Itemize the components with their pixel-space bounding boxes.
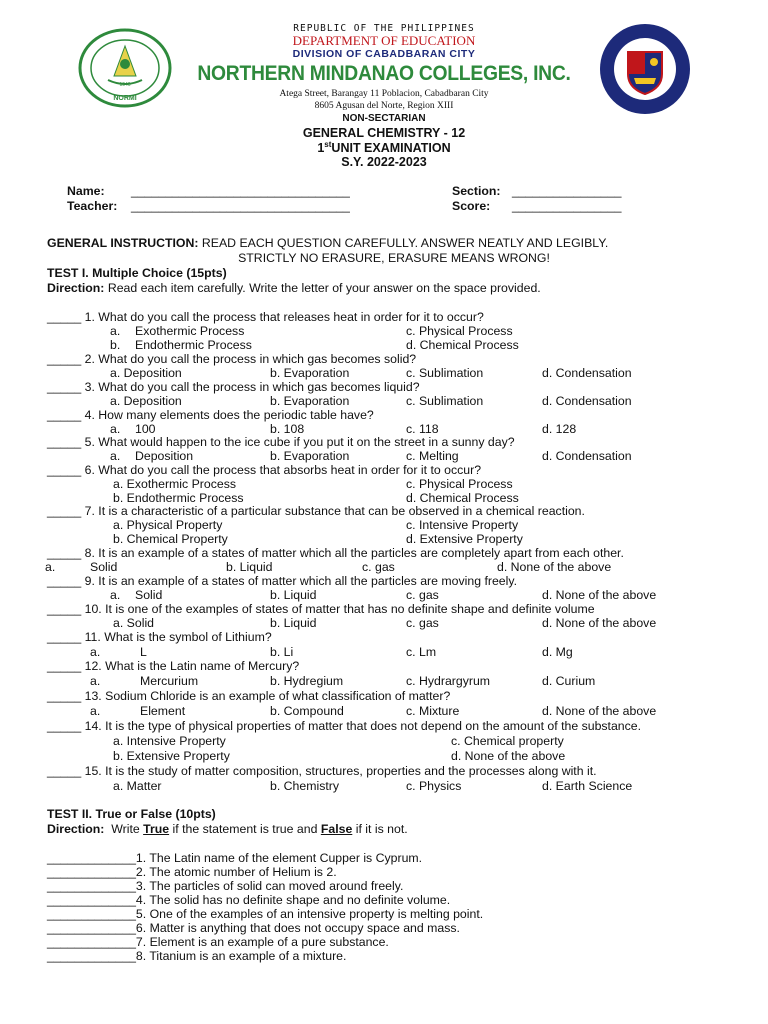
exam-title: 1stUNIT EXAMINATION [317,140,451,156]
school-name: NORTHERN MINDANAO COLLEGES, INC. [197,62,571,85]
q2-option-a: a. Deposition [110,366,182,380]
q5-option-a: Deposition [135,449,194,463]
test1-direction: Direction: Read each item carefully. Write the letter of your answer on the space provided. [47,281,541,295]
tf-item-8: _____________8. Titanium is an example of a mixture. [47,949,347,963]
q11-option-b: b. Li [270,645,294,659]
question-5: _____ 5. What would happen to the ice cube if you put it on the street in a sunny day? [47,435,515,449]
q4-option-c: c. 118 [406,422,439,436]
teacher-field[interactable]: ________________________________ [131,199,350,213]
q2-option-d: d. Condensation [542,366,632,380]
q1-option-a: Exothermic Process [135,324,245,338]
question-9: _____ 9. It is an example of a states of matter which all the particles are moving freely. [47,574,518,588]
section-label: Section: [452,184,501,198]
question-6: _____ 6. What do you call the process that absorbs heat in order for it to occur? [47,463,482,477]
republic-line: REPUBLIC OF THE PHILIPPINES [293,23,475,34]
question-8: _____ 8. It is an example of a states of matter which all the particles are completely apart from each other. [47,546,624,560]
q8-option-c: c. gas [362,560,395,574]
question-12: _____ 12. What is the Latin name of Mercury? [47,659,300,673]
tf-item-3: _____________3. The particles of solid can moved around freely. [47,879,404,893]
general-instruction: GENERAL INSTRUCTION: READ EACH QUESTION CAREFULLY. ANSWER NEATLY AND LEGIBLY. [47,236,609,250]
q10-option-b: b. Liquid [270,616,317,630]
question-4: _____ 4. How many elements does the periodic table have? [47,408,374,422]
tf-item-4: _____________4. The solid has no definite shape and no definite volume. [47,893,451,907]
subject-title: GENERAL CHEMISTRY - 12 [302,126,466,140]
q3-option-a: a. Deposition [110,394,182,408]
q13-option-d: d. None of the above [542,704,657,718]
question-2: _____ 2. What do you call the process in which gas becomes solid? [47,352,417,366]
question-7: _____ 7. It is a characteristic of a particular substance that can be observed in a chemical reaction. [47,504,585,518]
q5-option-a-letter: a. [110,449,121,463]
q10-option-a: a. Solid [113,616,155,630]
division-line: DIVISION OF CABADBARAN CITY [292,48,476,60]
q7-option-a: a. Physical Property [113,518,223,532]
score-label: Score: [452,199,491,213]
q11-option-d: d. Mg [542,645,573,659]
q15-option-b: b. Chemistry [270,779,340,793]
q13-option-b: b. Compound [270,704,344,718]
q12-option-d: d. Curium [542,674,596,688]
q13-option-a: Element [140,704,186,718]
q7-option-d: d. Extensive Property [406,532,523,546]
q8-option-d: d. None of the above [497,560,612,574]
q12-option-a-letter: a. [90,674,101,688]
q1-option-c: c. Physical Process [406,324,513,338]
q6-option-d: d. Chemical Process [406,491,519,505]
name-label: Name: [67,184,105,198]
question-14: _____ 14. It is the type of physical properties of matter that does not depend on the amount of the substance. [47,719,642,733]
q12-option-a: Mercurium [140,674,199,688]
test1-title: TEST I. Multiple Choice (15pts) [47,266,227,280]
q1-option-b: Endothermic Process [135,338,252,352]
q1-option-d: d. Chemical Process [406,338,519,352]
question-15: _____ 15. It is the study of matter composition, structures, properties and the processes along with it. [47,764,597,778]
q11-option-c: c. Lm [406,645,437,659]
q14-option-c: c. Chemical property [451,734,564,748]
q6-option-a: a. Exothermic Process [113,477,237,491]
q11-option-a: L [140,645,147,659]
q3-option-d: d. Condensation [542,394,632,408]
q3-option-c: c. Sublimation [406,394,484,408]
score-field[interactable]: ________________ [512,199,622,213]
name-field[interactable]: ________________________________ [131,184,350,198]
department-line: DEPARTMENT OF EDUCATION [292,33,476,48]
section-field[interactable]: ________________ [512,184,622,198]
q9-option-c: c. gas [406,588,439,602]
q5-option-c: c. Melting [406,449,459,463]
q8-option-a: Solid [90,560,118,574]
general-instruction-2: STRICTLY NO ERASURE, ERASURE MEANS WRONG! [238,251,550,265]
q5-option-d: d. Condensation [542,449,632,463]
q9-option-a: Solid [135,588,163,602]
q4-option-b: b. 108 [270,422,305,436]
tf-item-1: _____________1. The Latin name of the element Cupper is Cyprum. [47,851,423,865]
q7-option-c: c. Intensive Property [406,518,519,532]
q4-option-a: 100 [135,422,156,436]
q12-option-c: c. Hydrargyrum [406,674,491,688]
q6-option-c: c. Physical Process [406,477,513,491]
q15-option-c: c. Physics [406,779,462,793]
q4-option-d: d. 128 [542,422,577,436]
q11-option-a-letter: a. [90,645,101,659]
q3-option-b: b. Evaporation [270,394,350,408]
non-sectarian: NON-SECTARIAN [342,113,426,124]
q14-option-d: d. None of the above [451,749,566,763]
question-10: _____ 10. It is one of the examples of states of matter that has no definite shape and definite volume [47,602,595,616]
q4-option-a-letter: a. [110,422,121,436]
logo-year: 1946 [119,82,131,88]
question-11: _____ 11. What is the symbol of Lithium? [47,630,272,644]
q2-option-b: b. Evaporation [270,366,350,380]
address-line-1: Atega Street, Barangay 11 Poblacion, Cabadbaran City [279,89,489,99]
test2-title: TEST II. True or False (10pts) [47,807,216,821]
address-line-2: 8605 Agusan del Norte, Region XIII [314,101,454,111]
q10-option-c: c. gas [406,616,439,630]
q15-option-d: d. Earth Science [542,779,633,793]
q12-option-b: b. Hydregium [270,674,344,688]
school-year: S.Y. 2022-2023 [341,155,427,169]
q5-option-b: b. Evaporation [270,449,350,463]
q8-option-a-letter: a. [45,560,56,574]
q9-option-b: b. Liquid [270,588,317,602]
question-3: _____ 3. What do you call the process in which gas becomes liquid? [47,380,420,394]
q10-option-d: d. None of the above [542,616,657,630]
tf-item-6: _____________6. Matter is anything that does not occupy space and mass. [47,921,460,935]
q15-option-a: a. Matter [113,779,162,793]
q14-option-b: b. Extensive Property [113,749,230,763]
test2-direction: Direction: Write True if the statement is true and False if it is not. [47,822,408,836]
question-13: _____ 13. Sodium Chloride is an example of what classification of matter? [47,689,451,703]
q9-option-d: d. None of the above [542,588,657,602]
q1-option-a-letter: a. [110,324,121,338]
q8-option-b: b. Liquid [226,560,273,574]
q14-option-a: a. Intensive Property [113,734,226,748]
question-1: _____ 1. What do you call the process that releases heat in order for it to occur? [47,310,484,324]
tf-item-2: _____________2. The atomic number of Helium is 2. [47,865,337,879]
q13-option-a-letter: a. [90,704,101,718]
q2-option-c: c. Sublimation [406,366,484,380]
q9-option-a-letter: a. [110,588,121,602]
q13-option-c: c. Mixture [406,704,460,718]
q7-option-b: b. Chemical Property [113,532,228,546]
q6-option-b: b. Endothermic Process [113,491,244,505]
tf-item-7: _____________7. Element is an example of a pure substance. [47,935,389,949]
teacher-label: Teacher: [67,199,118,213]
q1-option-b-letter: b. [110,338,121,352]
tf-item-5: _____________5. One of the examples of an intensive property is melting point. [47,907,484,921]
logo-bottom-text: NORMI [113,95,137,102]
